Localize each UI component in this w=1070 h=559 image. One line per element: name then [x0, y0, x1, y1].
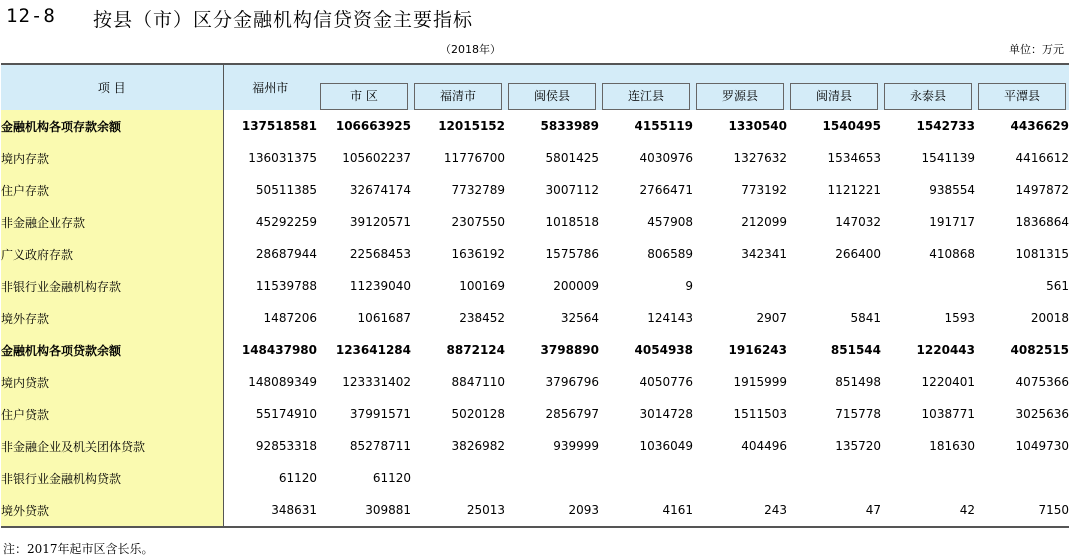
- header-district-label: 连江县: [602, 83, 690, 110]
- row-label: 广义政府存款: [1, 238, 223, 270]
- cell-value: 1534653: [827, 151, 881, 165]
- cell-value: 1916243: [728, 343, 787, 357]
- cell-value: 37991571: [349, 407, 411, 421]
- row-label: 金融机构各项贷款余额: [1, 334, 223, 366]
- cell-value: 410868: [929, 247, 975, 261]
- cell-value: 11239040: [349, 279, 411, 293]
- cell-value: 243: [693, 494, 787, 527]
- cell-value: 85278711: [349, 439, 411, 453]
- header-city: 福州市: [223, 64, 317, 110]
- table-row: [1, 430, 1069, 462]
- cell-value: 5841: [850, 311, 881, 325]
- cell-value: 32674174: [349, 183, 411, 197]
- cell-value: 8872124: [446, 343, 505, 357]
- cell-value: 42: [881, 494, 975, 527]
- cell-value: 181630: [929, 439, 975, 453]
- cell-value: 1061687: [357, 311, 411, 325]
- cell-value: [787, 270, 881, 302]
- cell-value: 61120: [372, 471, 411, 485]
- table-number: 12-8: [6, 5, 56, 27]
- header-district: [317, 83, 411, 110]
- cell-value: 457908: [647, 215, 693, 229]
- cell-value: [505, 462, 599, 494]
- cell-value: 1220443: [916, 343, 975, 357]
- cell-value: 4155119: [634, 119, 693, 133]
- cell-value: 200009: [553, 279, 599, 293]
- cell-value: 309881: [317, 494, 411, 527]
- row-label: 住户存款: [1, 174, 223, 206]
- header-district-label: 福清市: [414, 83, 502, 110]
- unit-label: 单位：万元: [1009, 43, 1064, 56]
- cell-value: [975, 462, 1069, 494]
- cell-value: 1081315: [1015, 247, 1069, 261]
- row-label: 非银行业金融机构贷款: [1, 462, 223, 494]
- cell-value: 20018: [1030, 311, 1069, 325]
- table-row: [1, 494, 1069, 527]
- header-district-label: 闽清县: [790, 83, 878, 110]
- table-row: [1, 110, 1069, 142]
- cell-value: 1038771: [921, 407, 975, 421]
- cell-value: 100169: [459, 279, 505, 293]
- cell-value: 5801425: [545, 151, 599, 165]
- row-label: 非银行业金融机构存款: [1, 270, 223, 302]
- cell-value: 5020128: [451, 407, 505, 421]
- cell-value: 1575786: [545, 247, 599, 261]
- cell-value: 3025636: [1015, 407, 1069, 421]
- table-row: [1, 366, 1069, 398]
- cell-value: 939999: [553, 439, 599, 453]
- cell-value: 266400: [835, 247, 881, 261]
- row-label: 非金融企业及机关团体贷款: [1, 430, 223, 462]
- cell-value: 3014728: [639, 407, 693, 421]
- header-district-label: 平潭县: [978, 83, 1066, 110]
- cell-value: 1036049: [639, 439, 693, 453]
- cell-value: 1487206: [263, 311, 317, 325]
- cell-value: 3826982: [451, 439, 505, 453]
- header-district: [975, 83, 1069, 110]
- cell-value: 212099: [741, 215, 787, 229]
- table-row: [1, 238, 1069, 270]
- cell-value: 1497872: [1015, 183, 1069, 197]
- cell-value: 2856797: [545, 407, 599, 421]
- cell-value: 1049730: [1015, 439, 1069, 453]
- cell-value: 1636192: [451, 247, 505, 261]
- cell-value: 148437980: [241, 343, 317, 357]
- row-label: 住户贷款: [1, 398, 223, 430]
- table-row: [1, 398, 1069, 430]
- cell-value: 8847110: [451, 375, 505, 389]
- cell-value: 55174910: [255, 407, 317, 421]
- cell-value: 22568453: [349, 247, 411, 261]
- cell-value: 12015152: [438, 119, 505, 133]
- row-label: 境内贷款: [1, 366, 223, 398]
- table-row: [1, 174, 1069, 206]
- cell-value: 39120571: [349, 215, 411, 229]
- cell-value: 148089349: [248, 375, 317, 389]
- cell-value: 1330540: [728, 119, 787, 133]
- cell-value: 4075366: [1015, 375, 1069, 389]
- cell-value: 11539788: [255, 279, 317, 293]
- cell-value: 773192: [741, 183, 787, 197]
- cell-value: 938554: [929, 183, 975, 197]
- header-district-label: 闽侯县: [508, 83, 596, 110]
- cell-value: [411, 462, 505, 494]
- page-title: 按县（市）区分金融机构信贷资金主要指标: [93, 9, 474, 31]
- cell-value: 1327632: [733, 151, 787, 165]
- cell-value: 106663925: [335, 119, 411, 133]
- row-label: 境内存款: [1, 142, 223, 174]
- cell-value: 7150: [975, 494, 1069, 527]
- cell-value: [787, 462, 881, 494]
- cell-value: 1121221: [827, 183, 881, 197]
- cell-value: 3798890: [540, 343, 599, 357]
- cell-value: 28687944: [255, 247, 317, 261]
- cell-value: 47: [787, 494, 881, 527]
- row-label: 境外贷款: [1, 494, 223, 527]
- row-label: 非金融企业存款: [1, 206, 223, 238]
- cell-value: 11776700: [443, 151, 505, 165]
- cell-value: 123641284: [335, 343, 411, 357]
- table-row: [1, 462, 1069, 494]
- cell-value: 3007112: [545, 183, 599, 197]
- cell-value: 1511503: [733, 407, 787, 421]
- table-row: [1, 302, 1069, 334]
- cell-value: 135720: [835, 439, 881, 453]
- row-label: 境外存款: [1, 302, 223, 334]
- cell-value: 2907: [756, 311, 787, 325]
- table-row: [1, 206, 1069, 238]
- cell-value: 147032: [835, 215, 881, 229]
- cell-value: 136031375: [248, 151, 317, 165]
- cell-value: 4436629: [1010, 119, 1069, 133]
- cell-value: 4054938: [634, 343, 693, 357]
- cell-value: 348631: [223, 494, 317, 527]
- header-district: [599, 83, 693, 110]
- cell-value: 715778: [835, 407, 881, 421]
- cell-value: 25013: [411, 494, 505, 527]
- cell-value: 1915999: [733, 375, 787, 389]
- header-item: 项 目: [1, 64, 223, 110]
- footnote: 注：2017年起市区含长乐。: [3, 542, 154, 556]
- cell-value: 2093: [505, 494, 599, 527]
- cell-value: 1018518: [545, 215, 599, 229]
- title-bar: [6, 5, 1066, 33]
- row-label: 金融机构各项存款余额: [1, 110, 223, 142]
- cell-value: 404496: [741, 439, 787, 453]
- data-table: [1, 63, 1069, 528]
- cell-value: 238452: [459, 311, 505, 325]
- cell-value: 561: [1046, 279, 1069, 293]
- cell-value: 4161: [599, 494, 693, 527]
- cell-value: 45292259: [255, 215, 317, 229]
- cell-value: 92853318: [255, 439, 317, 453]
- cell-value: 342341: [741, 247, 787, 261]
- table-row: [1, 334, 1069, 366]
- header-district-label: 永泰县: [884, 83, 972, 110]
- cell-value: 1836864: [1015, 215, 1069, 229]
- cell-value: 1541139: [921, 151, 975, 165]
- cell-value: 4416612: [1015, 151, 1069, 165]
- cell-value: 61120: [278, 471, 317, 485]
- cell-value: 1593: [944, 311, 975, 325]
- header-district: [411, 83, 505, 110]
- cell-value: [693, 270, 787, 302]
- cell-value: 806589: [647, 247, 693, 261]
- cell-value: 191717: [929, 215, 975, 229]
- cell-value: 5833989: [540, 119, 599, 133]
- cell-value: 7732789: [451, 183, 505, 197]
- header-district: [881, 83, 975, 110]
- cell-value: 4050776: [639, 375, 693, 389]
- cell-value: 137518581: [241, 119, 317, 133]
- cell-value: 4082515: [1010, 343, 1069, 357]
- header-district-label: 罗源县: [696, 83, 784, 110]
- header-district: [693, 83, 787, 110]
- cell-value: 4030976: [639, 151, 693, 165]
- cell-value: [881, 270, 975, 302]
- cell-value: 50511385: [255, 183, 317, 197]
- cell-value: 9: [685, 279, 693, 293]
- cell-value: 851498: [835, 375, 881, 389]
- cell-value: [881, 462, 975, 494]
- header-district: [787, 83, 881, 110]
- cell-value: 2766471: [639, 183, 693, 197]
- cell-value: 123331402: [342, 375, 411, 389]
- cell-value: 1220401: [921, 375, 975, 389]
- cell-value: 124143: [647, 311, 693, 325]
- year-label: （2018年）: [440, 43, 501, 56]
- cell-value: 851544: [830, 343, 881, 357]
- table-row: [1, 142, 1069, 174]
- cell-value: 32564: [560, 311, 599, 325]
- cell-value: [599, 462, 693, 494]
- cell-value: 3796796: [545, 375, 599, 389]
- header-district-label: 市 区: [320, 83, 408, 110]
- table-row: [1, 270, 1069, 302]
- cell-value: 2307550: [451, 215, 505, 229]
- header-district: [505, 83, 599, 110]
- cell-value: 1540495: [822, 119, 881, 133]
- cell-value: 1542733: [916, 119, 975, 133]
- cell-value: 105602237: [342, 151, 411, 165]
- cell-value: [693, 462, 787, 494]
